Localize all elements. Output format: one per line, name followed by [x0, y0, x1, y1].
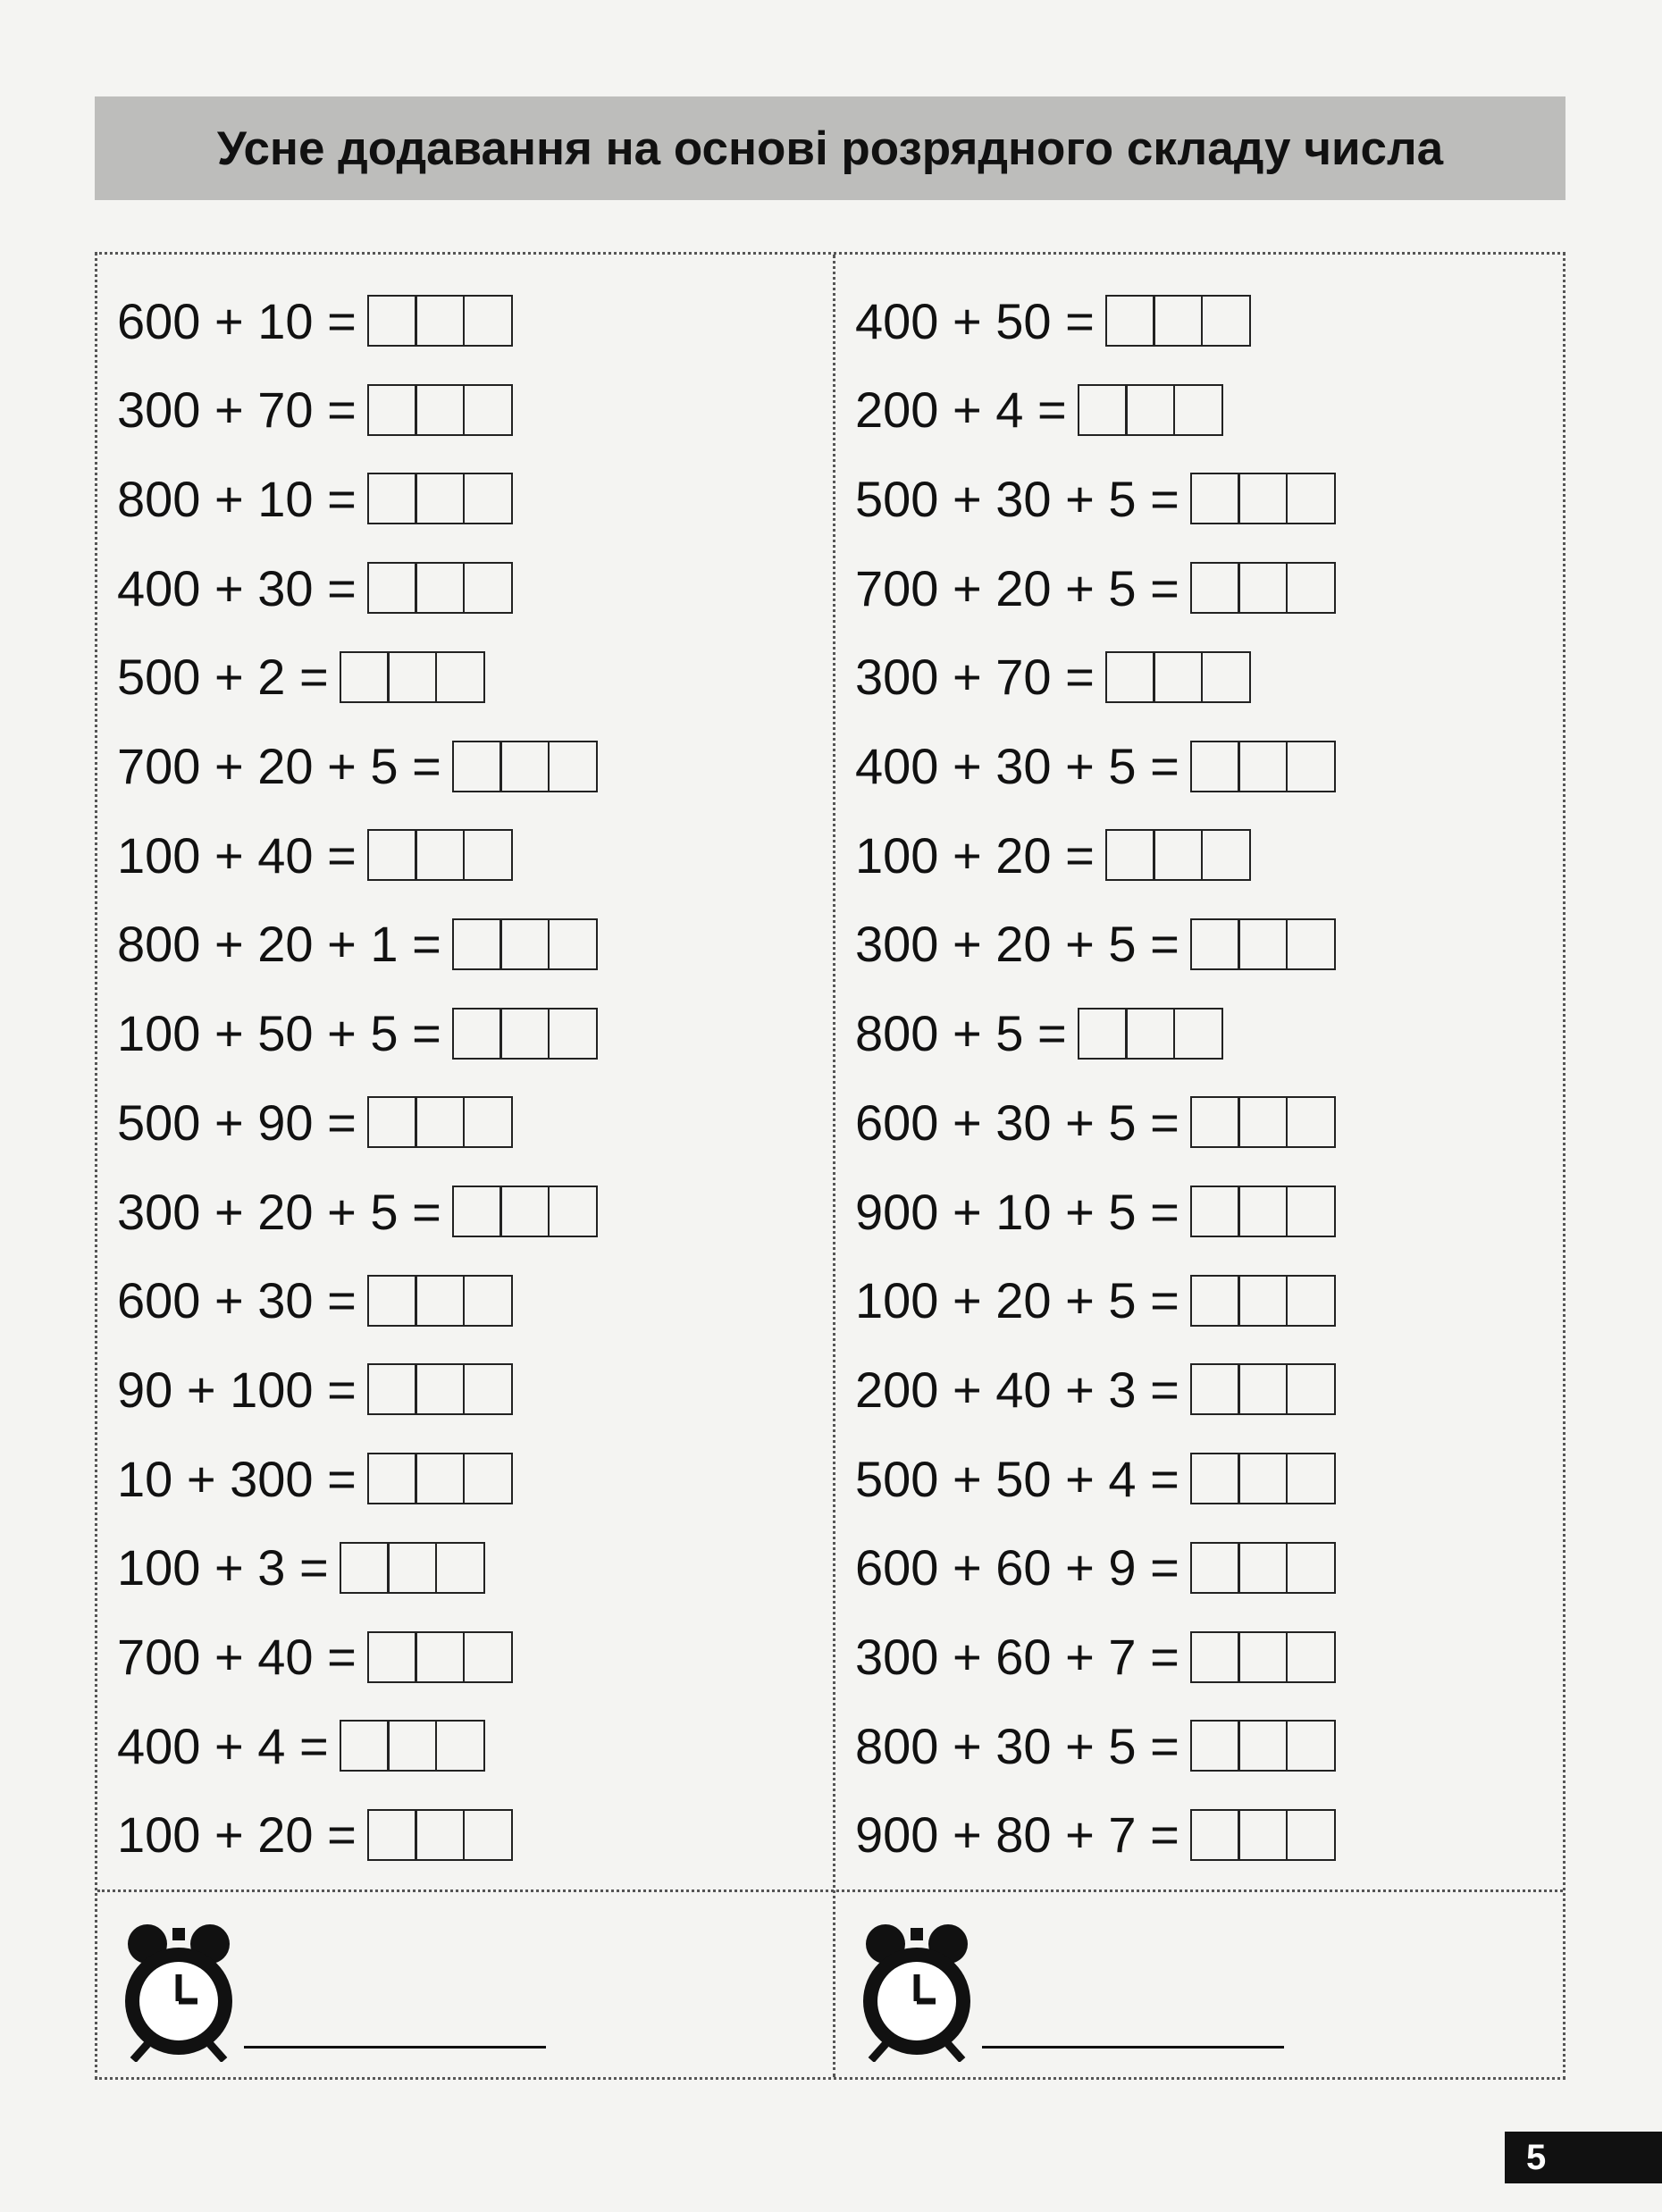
answer-boxes	[1190, 1542, 1336, 1594]
equation-text: 300 + 20 + 5 =	[117, 1183, 441, 1240]
equation-text: 300 + 60 + 7 =	[855, 1629, 1179, 1685]
answer-digit-box[interactable]	[1238, 1542, 1288, 1594]
answer-digit-box[interactable]	[499, 1186, 550, 1237]
answer-digit-box[interactable]	[1286, 1363, 1336, 1415]
equation-text: 500 + 90 =	[117, 1093, 357, 1151]
equation-text: 300 + 70 =	[117, 381, 357, 439]
answer-digit-box[interactable]	[367, 1096, 417, 1148]
answer-boxes	[1190, 1453, 1336, 1504]
answer-digit-box[interactable]	[415, 1453, 465, 1504]
answer-digit-box[interactable]	[367, 1275, 417, 1327]
answer-digit-box[interactable]	[1190, 1453, 1240, 1504]
answer-boxes	[1105, 829, 1251, 881]
exercise-row	[855, 1443, 1336, 1514]
answer-boxes	[452, 741, 598, 792]
answer-digit-box[interactable]	[1190, 741, 1240, 792]
answer-digit-box[interactable]	[1286, 1631, 1336, 1683]
exercise-row	[855, 1799, 1336, 1871]
answer-boxes	[367, 1096, 513, 1148]
answer-digit-box[interactable]	[1286, 1809, 1336, 1861]
answer-digit-box[interactable]	[367, 829, 417, 881]
answer-digit-box[interactable]	[415, 295, 465, 347]
answer-boxes	[1190, 562, 1336, 614]
exercise-row	[117, 731, 598, 802]
equation-text: 300 + 70 =	[855, 649, 1095, 706]
answer-digit-box[interactable]	[1105, 651, 1155, 703]
equation-text: 100 + 20 =	[855, 826, 1095, 884]
answer-digit-box[interactable]	[463, 829, 513, 881]
exercise-row	[117, 1443, 513, 1514]
exercise-row	[117, 641, 485, 713]
equation-text: 500 + 30 + 5 =	[855, 470, 1179, 527]
answer-digit-box[interactable]	[1105, 295, 1155, 347]
exercise-row	[855, 1532, 1336, 1604]
answer-digit-box[interactable]	[1125, 384, 1175, 436]
equation-text: 100 + 40 =	[117, 826, 357, 884]
equation-text: 100 + 50 + 5 =	[117, 1005, 441, 1062]
equation-text: 500 + 50 + 4 =	[855, 1450, 1179, 1507]
answer-boxes	[1105, 295, 1251, 347]
answer-digit-box[interactable]	[1286, 1096, 1336, 1148]
exercise-row	[117, 819, 513, 891]
answer-boxes	[367, 1453, 513, 1504]
answer-digit-box[interactable]	[463, 473, 513, 524]
equation-text: 400 + 50 =	[855, 292, 1095, 349]
answer-digit-box[interactable]	[452, 1186, 502, 1237]
exercise-row	[855, 909, 1336, 980]
answer-boxes	[367, 295, 513, 347]
exercise-row	[117, 1710, 485, 1781]
timer-cell-right	[835, 1892, 1568, 2080]
answer-digit-box[interactable]	[387, 651, 437, 703]
equation-text: 500 + 2 =	[117, 649, 329, 706]
equation-text: 900 + 10 + 5 =	[855, 1183, 1179, 1240]
equation-text: 200 + 40 + 3 =	[855, 1361, 1179, 1418]
equation-text: 600 + 30 + 5 =	[855, 1093, 1179, 1151]
answer-digit-box[interactable]	[340, 1720, 390, 1772]
answer-digit-box[interactable]	[1173, 384, 1223, 436]
equation-text: 400 + 30 =	[117, 559, 357, 616]
equation-text: 800 + 10 =	[117, 470, 357, 527]
exercise-row	[855, 1353, 1336, 1425]
exercise-row	[855, 1086, 1336, 1158]
equation-text: 100 + 20 =	[117, 1806, 357, 1864]
answer-digit-box[interactable]	[435, 1542, 485, 1594]
equation-text: 400 + 30 + 5 =	[855, 738, 1179, 794]
equation-text: 200 + 4 =	[855, 381, 1067, 439]
answer-digit-box[interactable]	[1286, 1720, 1336, 1772]
answer-boxes	[367, 562, 513, 614]
answer-digit-box[interactable]	[367, 1631, 417, 1683]
answer-digit-box[interactable]	[435, 651, 485, 703]
answer-digit-box[interactable]	[1286, 1542, 1336, 1594]
answer-digit-box[interactable]	[367, 1809, 417, 1861]
exercise-row	[117, 463, 513, 534]
answer-digit-box[interactable]	[463, 384, 513, 436]
answer-boxes	[452, 1008, 598, 1060]
answer-digit-box[interactable]	[1190, 1096, 1240, 1148]
answer-digit-box[interactable]	[1286, 1275, 1336, 1327]
exercise-row	[117, 1353, 513, 1425]
answer-digit-box[interactable]	[1238, 741, 1288, 792]
answer-digit-box[interactable]	[1153, 651, 1203, 703]
answer-boxes	[1190, 1631, 1336, 1683]
answer-boxes	[367, 1631, 513, 1683]
answer-digit-box[interactable]	[1238, 562, 1288, 614]
equation-text: 700 + 20 + 5 =	[855, 559, 1179, 616]
equation-text: 10 + 300 =	[117, 1450, 357, 1507]
answer-digit-box[interactable]	[463, 1809, 513, 1861]
answer-digit-box[interactable]	[1190, 562, 1240, 614]
answer-digit-box[interactable]	[1286, 473, 1336, 524]
answer-digit-box[interactable]	[548, 918, 598, 970]
exercise-row	[855, 998, 1223, 1069]
answer-digit-box[interactable]	[1190, 1363, 1240, 1415]
time-answer-line[interactable]	[982, 2046, 1284, 2049]
answer-digit-box[interactable]	[1286, 1453, 1336, 1504]
answer-boxes	[1190, 741, 1336, 792]
answer-digit-box[interactable]	[1190, 1809, 1240, 1861]
equation-text: 800 + 30 + 5 =	[855, 1717, 1179, 1774]
answer-digit-box[interactable]	[415, 1275, 465, 1327]
answer-digit-box[interactable]	[1238, 473, 1288, 524]
answer-digit-box[interactable]	[1238, 1720, 1288, 1772]
answer-digit-box[interactable]	[415, 1631, 465, 1683]
equation-text: 700 + 40 =	[117, 1629, 357, 1685]
answer-digit-box[interactable]	[1238, 1631, 1288, 1683]
answer-digit-box[interactable]	[1190, 1631, 1240, 1683]
alarm-clock-icon	[859, 1919, 975, 2062]
answer-digit-box[interactable]	[387, 1720, 437, 1772]
answer-digit-box[interactable]	[367, 295, 417, 347]
answer-boxes	[452, 1186, 598, 1237]
answer-digit-box[interactable]	[415, 1363, 465, 1415]
answer-boxes	[1105, 651, 1251, 703]
answer-digit-box[interactable]	[435, 1720, 485, 1772]
answer-boxes	[367, 1809, 513, 1861]
equation-text: 100 + 20 + 5 =	[855, 1272, 1179, 1329]
answer-boxes	[340, 1720, 485, 1772]
exercise-row	[117, 552, 513, 624]
answer-boxes	[1078, 384, 1223, 436]
answer-digit-box[interactable]	[387, 1542, 437, 1594]
answer-digit-box[interactable]	[340, 1542, 390, 1594]
timer-cell-left	[97, 1892, 833, 2080]
answer-digit-box[interactable]	[1286, 1186, 1336, 1237]
answer-digit-box[interactable]	[1078, 1008, 1128, 1060]
answer-digit-box[interactable]	[1286, 562, 1336, 614]
equation-text: 100 + 3 =	[117, 1539, 329, 1596]
answer-digit-box[interactable]	[340, 651, 390, 703]
equation-text: 600 + 30 =	[117, 1272, 357, 1329]
exercise-row	[855, 285, 1251, 356]
exercise-row	[117, 374, 513, 446]
answer-digit-box[interactable]	[367, 1363, 417, 1415]
equation-text: 800 + 5 =	[855, 1005, 1067, 1062]
answer-boxes	[1190, 1186, 1336, 1237]
answer-digit-box[interactable]	[1201, 651, 1251, 703]
exercise-row	[855, 374, 1223, 446]
equation-text: 700 + 20 + 5 =	[117, 738, 441, 794]
answer-boxes	[1190, 473, 1336, 524]
answer-boxes	[1190, 1096, 1336, 1148]
answer-boxes	[452, 918, 598, 970]
equation-text: 600 + 10 =	[117, 292, 357, 349]
equation-text: 800 + 20 + 1 =	[117, 916, 441, 973]
answer-digit-box[interactable]	[1238, 918, 1288, 970]
answer-boxes	[367, 829, 513, 881]
answer-digit-box[interactable]	[548, 1008, 598, 1060]
exercise-row	[117, 1532, 485, 1604]
equation-text: 300 + 20 + 5 =	[855, 916, 1179, 973]
exercise-row	[855, 1176, 1336, 1247]
answer-digit-box[interactable]	[1238, 1453, 1288, 1504]
exercise-row	[855, 1265, 1336, 1336]
answer-digit-box[interactable]	[1190, 1720, 1240, 1772]
answer-digit-box[interactable]	[1190, 1186, 1240, 1237]
answer-digit-box[interactable]	[499, 918, 550, 970]
answer-digit-box[interactable]	[499, 741, 550, 792]
answer-digit-box[interactable]	[548, 1186, 598, 1237]
answer-boxes	[1190, 1363, 1336, 1415]
exercise-row	[117, 998, 598, 1069]
time-answer-line[interactable]	[244, 2046, 546, 2049]
answer-digit-box[interactable]	[415, 829, 465, 881]
alarm-clock-icon	[121, 1919, 237, 2062]
answer-boxes	[1190, 1275, 1336, 1327]
answer-digit-box[interactable]	[463, 1096, 513, 1148]
answer-boxes	[367, 1275, 513, 1327]
exercise-row	[855, 552, 1336, 624]
answer-digit-box[interactable]	[1190, 918, 1240, 970]
equation-text: 90 + 100 =	[117, 1361, 357, 1418]
answer-digit-box[interactable]	[1190, 473, 1240, 524]
equation-text: 600 + 60 + 9 =	[855, 1539, 1179, 1596]
answer-digit-box[interactable]	[415, 473, 465, 524]
title-bar	[95, 96, 1565, 200]
answer-digit-box[interactable]	[367, 562, 417, 614]
answer-digit-box[interactable]	[463, 295, 513, 347]
answer-digit-box[interactable]	[452, 1008, 502, 1060]
exercise-row	[117, 909, 598, 980]
exercise-row	[117, 1799, 513, 1871]
answer-digit-box[interactable]	[1078, 384, 1128, 436]
answer-digit-box[interactable]	[452, 918, 502, 970]
answer-digit-box[interactable]	[415, 1096, 465, 1148]
answer-boxes	[1190, 918, 1336, 970]
answer-digit-box[interactable]	[367, 1453, 417, 1504]
exercise-row	[117, 1176, 598, 1247]
answer-boxes	[340, 1542, 485, 1594]
answer-digit-box[interactable]	[1105, 829, 1155, 881]
answer-digit-box[interactable]	[1286, 741, 1336, 792]
answer-digit-box[interactable]	[463, 562, 513, 614]
answer-digit-box[interactable]	[415, 384, 465, 436]
answer-boxes	[1190, 1720, 1336, 1772]
equation-text: 400 + 4 =	[117, 1717, 329, 1774]
exercise-row	[855, 731, 1336, 802]
answer-boxes	[1190, 1809, 1336, 1861]
answer-digit-box[interactable]	[463, 1363, 513, 1415]
exercise-row	[855, 1710, 1336, 1781]
answer-digit-box[interactable]	[1190, 1275, 1240, 1327]
answer-digit-box[interactable]	[415, 1809, 465, 1861]
answer-digit-box[interactable]	[1238, 1275, 1288, 1327]
exercise-row	[855, 819, 1251, 891]
exercise-row	[117, 1621, 513, 1693]
answer-digit-box[interactable]	[1238, 1363, 1288, 1415]
answer-digit-box[interactable]	[1238, 1096, 1288, 1148]
exercise-row	[855, 641, 1251, 713]
answer-digit-box[interactable]	[1153, 829, 1203, 881]
column-divider	[833, 255, 835, 2077]
answer-digit-box[interactable]	[1201, 295, 1251, 347]
answer-digit-box[interactable]	[367, 473, 417, 524]
answer-digit-box[interactable]	[463, 1631, 513, 1683]
answer-digit-box[interactable]	[463, 1275, 513, 1327]
exercise-row	[117, 285, 513, 356]
answer-digit-box[interactable]	[463, 1453, 513, 1504]
page-title: Усне додавання на основі розрядного складу числа	[216, 121, 1444, 175]
answer-digit-box[interactable]	[452, 741, 502, 792]
answer-digit-box[interactable]	[548, 741, 598, 792]
answer-boxes	[367, 1363, 513, 1415]
answer-digit-box[interactable]	[1238, 1186, 1288, 1237]
answer-digit-box[interactable]	[499, 1008, 550, 1060]
answer-digit-box[interactable]	[415, 562, 465, 614]
answer-digit-box[interactable]	[1286, 918, 1336, 970]
exercise-row	[855, 1621, 1336, 1693]
answer-digit-box[interactable]	[367, 384, 417, 436]
answer-boxes	[340, 651, 485, 703]
answer-boxes	[367, 384, 513, 436]
answer-digit-box[interactable]	[1153, 295, 1203, 347]
answer-digit-box[interactable]	[1201, 829, 1251, 881]
answer-boxes	[367, 473, 513, 524]
page-number: 5	[1505, 2132, 1662, 2183]
exercise-grid	[95, 252, 1565, 2080]
exercise-row	[117, 1086, 513, 1158]
answer-digit-box[interactable]	[1125, 1008, 1175, 1060]
exercise-row	[117, 1265, 513, 1336]
answer-digit-box[interactable]	[1173, 1008, 1223, 1060]
answer-digit-box[interactable]	[1238, 1809, 1288, 1861]
exercise-row	[855, 463, 1336, 534]
answer-digit-box[interactable]	[1190, 1542, 1240, 1594]
answer-boxes	[1078, 1008, 1223, 1060]
equation-text: 900 + 80 + 7 =	[855, 1806, 1179, 1864]
